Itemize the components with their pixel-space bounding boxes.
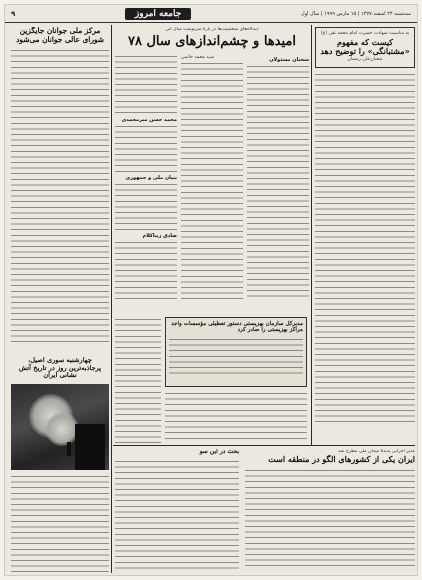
main-text xyxy=(181,61,243,300)
right-byline: شعبان‌علی رمضان xyxy=(347,57,383,63)
right-body-text xyxy=(315,72,415,422)
page-number: ۹ xyxy=(11,9,16,18)
person-silhouette xyxy=(67,442,71,456)
bottom-right-text xyxy=(245,468,415,566)
fire-photo xyxy=(11,384,109,470)
bottom-right-kicker: مدیر اجرایی پدیدهٔ میدان ملی مطرح شد xyxy=(338,449,415,454)
right-column xyxy=(315,27,415,443)
right-kicker: به مناسبت شهادت حضرت امام محمد تقی (ع) xyxy=(320,31,410,36)
section-divider xyxy=(113,445,415,446)
right-headline: کیست که مفهوم «مشتبانگی» را توضیح دهد xyxy=(320,37,410,57)
photo-story-text xyxy=(11,474,109,572)
main-story-columns xyxy=(115,54,309,300)
main-subhead: بنیان ملی و جمهوری xyxy=(125,174,177,181)
main-text xyxy=(115,124,177,172)
center-box-headline: مدیرکل سازمان بهزیستی دستور تعطیلی مؤسسات واجد مراکز بهزیستی را صادر کرد xyxy=(171,321,303,334)
main-kicker: دیدگاه‌های شخصیت‌ها در بارهٔ سرنوشت سال آتی xyxy=(165,27,259,32)
main-col-3 xyxy=(115,54,177,300)
column-divider xyxy=(311,25,312,445)
main-story xyxy=(115,27,309,317)
left-top-headline: مرکز ملی جوانان جایگزین شورای عالی جوانان می‌شود xyxy=(16,27,104,44)
bottom-center-story xyxy=(115,449,239,573)
column-divider xyxy=(111,25,112,573)
photo-story xyxy=(11,357,109,573)
left-top-story xyxy=(11,27,109,357)
smoke-cloud xyxy=(45,412,79,446)
center-box-story xyxy=(165,317,307,387)
main-subhead: محمد حسن میرمحمدی xyxy=(121,116,177,123)
main-headline: امیدها و چشم‌اندازهای سال ۷۸ xyxy=(127,34,296,49)
middle-left-text xyxy=(115,317,161,443)
main-text xyxy=(247,64,309,300)
bottom-right-headline: ایران یکی از کشورهای الگو در منطقه است xyxy=(268,454,415,464)
main-byline: سید محمد خاتمی xyxy=(181,54,215,60)
left-top-text xyxy=(11,48,109,343)
main-col-2 xyxy=(181,54,243,300)
page-header xyxy=(5,5,417,23)
bottom-right-story xyxy=(245,449,415,573)
main-subhead: سخنان مسئولان xyxy=(269,56,309,63)
center-lower-text xyxy=(165,391,307,443)
main-text xyxy=(115,54,177,114)
bottom-center-text xyxy=(115,459,239,569)
bottom-center-headline: بحث در این سو xyxy=(199,449,239,455)
right-column-box xyxy=(315,27,415,68)
main-col-1 xyxy=(247,54,309,300)
main-subhead: صادق زیباکلام xyxy=(142,232,177,239)
main-text xyxy=(115,240,177,300)
header-date: سه‌شنبه ۲۴ اسفند ۱۳۷۷ | ۱۵ مارس ۱۹۹۹ | سال اول xyxy=(300,10,411,17)
building-silhouette xyxy=(75,424,105,470)
center-lower-body xyxy=(165,391,307,443)
middle-left-body xyxy=(115,317,161,443)
main-text xyxy=(115,182,177,230)
photo-headline: چهارشنبه سوری اصیل، پرجاذبه‌ترین روز در تاریخ آتش نشانی ایران xyxy=(18,357,102,380)
center-box-text xyxy=(169,337,303,375)
newspaper-logo: جامعه امروز xyxy=(125,8,191,20)
newspaper-page xyxy=(4,4,418,576)
